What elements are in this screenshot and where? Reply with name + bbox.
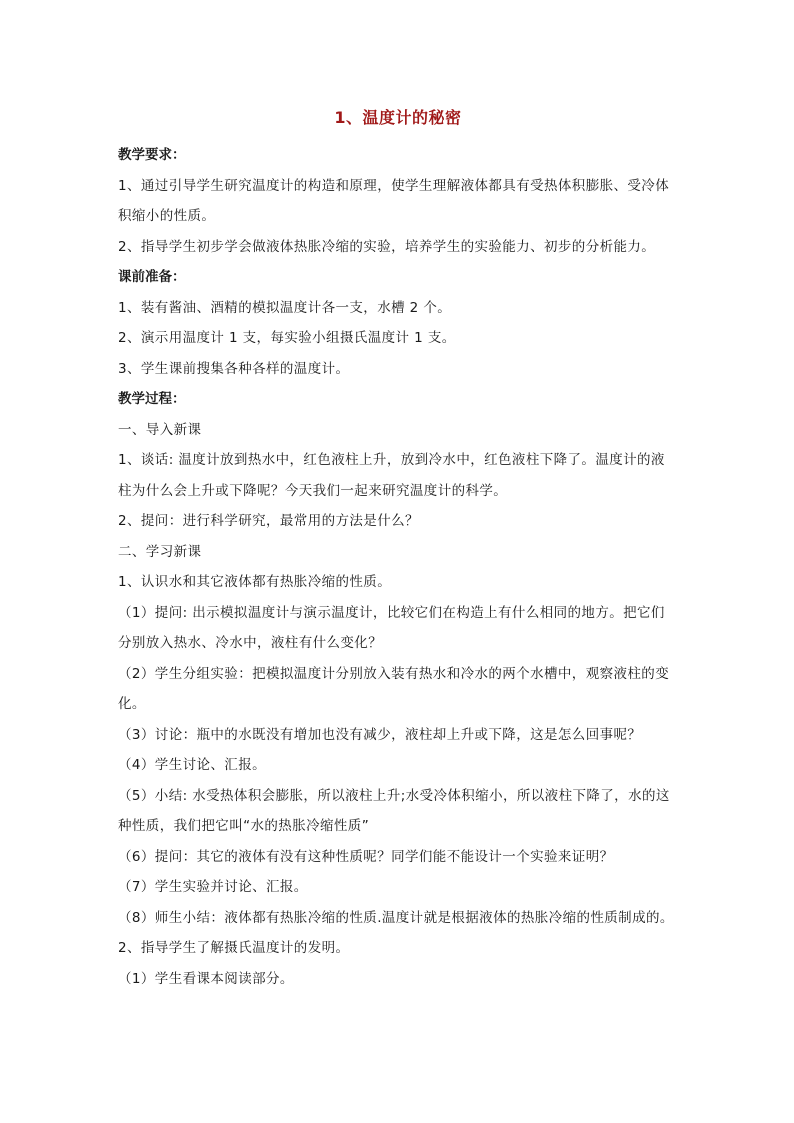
document-title: 1、温度计的秘密 bbox=[334, 108, 462, 127]
paragraph: （1）提问: 出示模拟温度计与演示温度计，比较它们在构造上有什么相同的地方。把它们分别放入热水、冷水中，液柱有什么变化？ bbox=[118, 604, 665, 651]
paragraph: （7）学生实验并讨论、汇报。 bbox=[118, 879, 308, 895]
section-heading-preparation: 课前准备： bbox=[118, 269, 186, 285]
paragraph: 2、演示用温度计 1 支，每实验小组摄氏温度计 1 支。 bbox=[118, 330, 456, 346]
paragraph: （3）讨论：瓶中的水既没有增加也没有减少，液柱却上升或下降，这是怎么回事呢？ bbox=[118, 726, 642, 743]
paragraph: （2）学生分组实验：把模拟温度计分别放入装有热水和冷水的两个水槽中，观察液柱的变化。 bbox=[118, 665, 670, 712]
paragraph: （6）提问：其它的液体有没有这种性质呢？同学们能不能设计一个实验来证明？ bbox=[118, 848, 614, 865]
document-page bbox=[118, 100, 678, 994]
paragraph: 2、指导学生了解摄氏温度计的发明。 bbox=[118, 940, 350, 956]
paragraph: 2、指导学生初步学会做液体热胀冷缩的实验，培养学生的实验能力、初步的分析能力。 bbox=[118, 238, 656, 255]
section-heading-process: 教学过程： bbox=[118, 391, 186, 407]
paragraph: （1）学生看课本阅读部分。 bbox=[118, 970, 294, 987]
paragraph: 3、学生课前搜集各种各样的温度计。 bbox=[118, 360, 350, 377]
subsection-title: 一、导入新课 bbox=[118, 421, 202, 438]
paragraph: （8）师生小结：液体都有热胀冷缩的性质.温度计就是根据液体的热胀冷缩的性质制成的。 bbox=[118, 909, 674, 926]
subsection-title: 二、学习新课 bbox=[118, 543, 202, 560]
paragraph: 2、提问：进行科学研究，最常用的方法是什么？ bbox=[118, 513, 419, 529]
paragraph: 1、认识水和其它液体都有热胀冷缩的性质。 bbox=[118, 574, 392, 590]
section-heading-requirements: 教学要求： bbox=[118, 147, 186, 163]
paragraph: 1、装有酱油、酒精的模拟温度计各一支，水槽 2 个。 bbox=[118, 299, 452, 316]
paragraph: 1、通过引导学生研究温度计的构造和原理，使学生理解液体都具有受热体积膨胀、受冷体积缩小的性质。 bbox=[118, 177, 670, 224]
paragraph: 1、谈话: 温度计放到热水中，红色液柱上升，放到冷水中，红色液柱下降了。温度计的液柱为什么会上升或下降呢？今天我们一起来研究温度计的科学。 bbox=[118, 452, 665, 499]
paragraph: （4）学生讨论、汇报。 bbox=[118, 757, 266, 773]
paragraph: （5）小结: 水受热体积会膨胀，所以液柱上升;水受冷体积缩小，所以液柱下降了，水的这种性质，我们把它叫“水的热胀冷缩性质” bbox=[118, 787, 670, 834]
